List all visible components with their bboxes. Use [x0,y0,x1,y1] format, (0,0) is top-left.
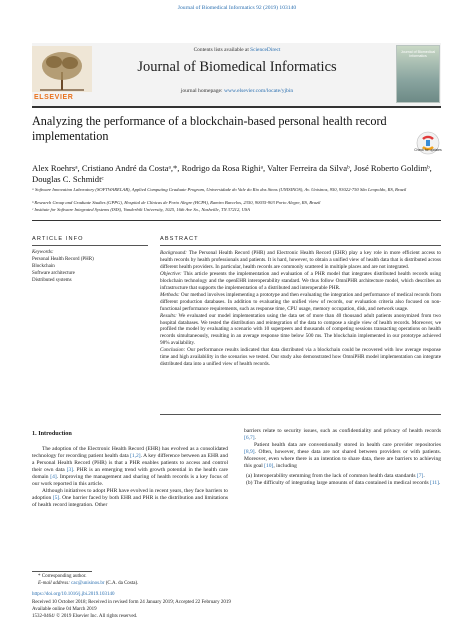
copyright-notice: 1532-0464/ © 2019 Elsevier Inc. All rights reserved. [32,614,138,619]
objective-label: Objective: [160,270,182,277]
authors-rule [32,220,441,221]
received-dates: Received 10 October 2018; Received in revised form 24 January 2019; Accepted 22 February 2019 [32,600,231,605]
results-text: We evaluated our model implementation using the data set of more than 40 thousand adult patients anonymized from two hospital databases. We tested the distribution and reintegration of the data to compose a single view of health records. Moreover, we profiled the model by evaluating a scenario with 10 superpeers and thousands of competing sessions transacting operations on health records simultaneously, resulting in an average response time below 500 ms. The blockchain implemented in our prototype achieved 98% availability. [160,312,441,347]
intro-text: . Improving the management and sharing of health records is a key focus of our work reported in this article. [32,473,229,487]
intro-paragraph-2 [32,488,228,509]
list-item-text: . [423,472,425,479]
article-info-heading: ARTICLE INFO [32,236,84,242]
email-note [38,581,138,586]
list-item-text: (b) The difficulty of integrating large amounts of data contained in medical records [246,479,431,486]
citation-link[interactable]: [1,2] [130,452,141,459]
available-online: Available online 04 March 2019 [32,607,97,612]
background-text: The Personal Health Record (PHR) and Electronic Health Record (EHR) play a key role in more efficient access to health records by health professionals and patients. It is hard, however, to obtain a unified view of health data that is distributed across different health providers. In particular, health records are commonly scattered in multiple places and are not integrated. [160,250,441,270]
introduction-heading: 1. Introduction [32,430,72,437]
author-list: Alex Roehrsᵃ, Cristiano André da Costaᵃ,*, Rodrigo da Rosa Righiᵃ, Valter Ferreira da Silvaᵇ, José Roberto Goldimᵇ, Douglas C. Schmidtᶜ [32,163,432,184]
abstract-body [160,250,441,368]
doi-link[interactable] [32,592,115,597]
keyword-item: Blockchain [32,264,55,269]
intro-paragraph-3 [244,428,441,442]
affiliation-a: ᵃ Software Innovation Laboratory (SOFTWARELAB), Applied Computing Graduate Program, Universidade do Vale do Rio dos Sinos (UNISINOS), Av. Unisinos, 950, 93022-750 São Leopoldo, RS, Brazil [32,187,407,192]
homepage-link[interactable]: www.elsevier.com/locate/yjbin [223,88,294,94]
conclusion-label: Conclusion: [160,347,186,354]
keyword-item: Personal Health Record (PHR) [32,257,94,262]
keywords-label: Keywords: [32,250,54,255]
list-item [244,480,441,487]
objective-text: This article presents the implementation and evaluation of a PHR model that integrates distributed health records using blockchain technology and the openEHR interoperability standard. We thus follow OmniPHR architecture model, which describes an infrastructure that supports the implementation of a distributed and interoperable PHR. [160,270,441,291]
keyword-item: Software architecture [32,271,75,276]
intro-text: . Often, however, these data are not shared between providers or with patients. Moreover, even where there is an intention to share data, there are barriers to achieving this goal [244,448,441,469]
affiliation-c: ᶜ Institute for Software Integrated Systems (ISIS), Vanderbilt University, 1025, 16th Ave So., Nashville, TN 37212, USA [32,207,250,212]
article-title: Analyzing the performance of a blockchain-based personal health record implementation [32,114,387,143]
intro-text: Patient health data are conventionally stored in health care provider repositories [254,441,441,448]
intro-column-left [32,446,228,509]
intro-paragraph-1 [32,446,228,488]
background-label: Background: [160,250,187,256]
email-link[interactable]: cac@unisinos.br [71,581,105,586]
email-label: E-mail address: [38,581,72,586]
intro-text: . [254,434,256,441]
intro-column-right [244,428,441,487]
intro-paragraph-4 [244,442,441,470]
intro-text: . One barrier faced by both EHR and PHR is the distribution and limitations of health record integration. Other [32,494,228,508]
intro-text: . A key difference between an EHR and a Personal Health Record (PHR) is that a PHR enables patients to access and control their own data [32,452,228,473]
citation-link[interactable]: [4] [50,473,57,480]
citation-link[interactable]: [10] [264,462,274,469]
intro-text: . PHR is an emerging trend with growth potential in the health care domain [32,466,228,480]
list-item-text: (a) Interoperability stemming from the lack of common health data standards [246,472,417,479]
doi-text[interactable]: https://doi.org/10.1016/j.jbi.2019.103140 [32,592,115,597]
header-rule [32,106,441,108]
abstract-heading: ABSTRACT [160,236,199,242]
abstract-rule [160,245,441,246]
list-item-text: . [439,479,441,486]
intro-text: barriers relate to security issues, such as confidentiality and privacy of health records [244,428,441,434]
footnote-rule [32,571,92,572]
conclusion-text: Our performance results indicated that data distributed via a blockchain could be recovered with low average response time and high availability in the scenarios we tested. Our study also demonstrated how OmniPHR model implementation can integrate distributed data into a unified view of health records. [160,347,441,368]
homepage-prefix: journal homepage: [180,88,224,94]
journal-name: Journal of Biomedical Informatics [137,59,337,75]
intro-text: , including [273,462,297,469]
methods-label: Methods: [160,291,180,298]
sciencedirect-link[interactable]: ScienceDirect [250,47,281,53]
intro-text: The adoption of the Electronic Health Record (EHR) has evolved as a consolidated technology for recording patient health data [32,446,228,459]
citation-link[interactable]: [8,9] [244,448,255,455]
email-suffix: (C.A. da Costa). [104,581,139,586]
keyword-item: Distributed systems [32,278,72,283]
list-item [244,473,441,480]
journal-cover-thumbnail [396,45,440,103]
citation-link[interactable]: [6,7] [244,434,255,441]
contents-prefix: Contents lists available at [193,47,251,53]
citation-link[interactable]: [7] [416,472,424,479]
journal-reference[interactable]: Journal of Biomedical Informatics 92 (2019) 103140 [177,5,297,11]
citation-link[interactable]: [11] [430,479,440,486]
cover-title: Journal of Biomedical Informatics [400,50,436,58]
results-label: Results: [160,312,177,319]
abstract-bottom-rule [160,414,441,415]
citation-link[interactable]: [3] [66,466,74,473]
article-info-rule [32,245,148,246]
check-for-updates-label[interactable]: Check for updates [414,148,442,152]
affiliation-b: ᵇ Research Group and Graduate Studies (GPPG), Hospital de Clínicas de Porto Alegre (HCPA), Ramiro Barcelos, 2350, 90035-903 Porto Alegre, RS, Brazil [32,200,321,205]
intro-text: Although initiatives to adopt PHR have evolved in recent years, they face barriers to adoption [32,487,228,501]
elsevier-wordmark: ELSEVIER [34,94,74,101]
corresponding-author-note: * Corresponding author. [38,574,87,579]
methods-text: Our method involves implementing a prototype and then evaluating the integration and performance of medical records from different production databases. In addition to evaluating the unified view of records, our evaluation criteria also focused on non-functional performance requirements, such as response time, CPU usage, memory occupation, disk, and network usage. [160,291,441,312]
citation-link[interactable]: [5] [52,494,60,501]
